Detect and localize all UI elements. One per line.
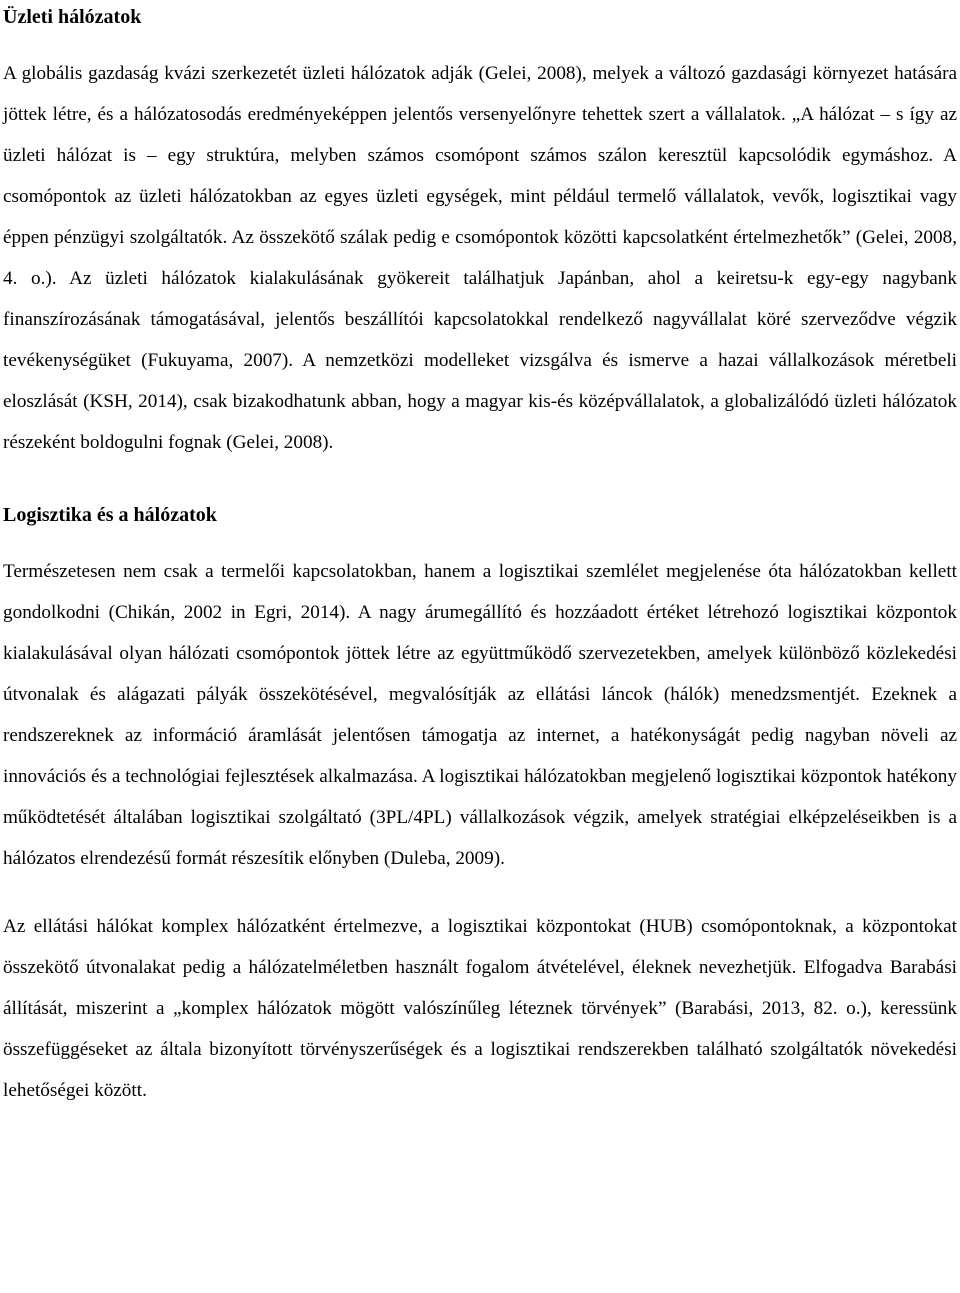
section-heading-logistics-networks: Logisztika és a hálózatok [3, 504, 217, 526]
paragraph-logistics-2: Az ellátási hálókat komplex hálózatként értelmezve, a logisztikai központokat (HUB) csomópontoknak, a központokat összekötő útvonalakat pedig a hálózatelméletben használt fogalom átvételével, éleknek nevezhetjük. Elfogadva Barabási állítását, miszerint a „komplex hálózatok mögött valószínűleg léteznek törvények” (Barabási, 2013, 82. o.), keressünk összefüggéseket az általa bizonyított törvényszerűségek és a logisztikai rendszerekben található szolgáltatók növekedési lehetőségei között. [3, 916, 957, 1101]
document-page [3, 0, 957, 1111]
paragraph-business-networks: A globális gazdaság kvázi szerkezetét üzleti hálózatok adják (Gelei, 2008), melyek a változó gazdasági környezet hatására jöttek létre, és a hálózatosodás eredményeképpen jelentős versenyelőnyre tehettek szert a vállalatok. „A hálózat – s így az üzleti hálózat is – egy struktúra, melyben számos csomópont számos szálon keresztül kapcsolódik egymáshoz. A csomópontok az üzleti hálózatokban az egyes üzleti egységek, mint például termelő vállalatok, vevők, logisztikai vagy éppen pénzügyi szolgáltatók. Az összekötő szálak pedig e csomópontok közötti kapcsolatként értelmezhetők” (Gelei, 2008, 4. o.). Az üzleti hálózatok kialakulásának gyökereit találhatjuk Japánban, ahol a keiretsu-k egy-egy nagybank finanszírozásának támogatásával, jelentős beszállítói kapcsolatokkal rendelkező nagyvállalat köré szerveződve végzik tevékenységüket (Fukuyama, 2007). A nemzetközi modelleket vizsgálva és ismerve a hazai vállalkozások méretbeli eloszlását (KSH, 2014), csak bizakodhatunk abban, hogy a magyar kis-és középvállalatok, a globalizálódó üzleti hálózatok részeként boldogulni fognak (Gelei, 2008). [3, 63, 957, 453]
paragraph-logistics-1: Természetesen nem csak a termelői kapcsolatokban, hanem a logisztikai szemlélet megjelenése óta hálózatokban kellett gondolkodni (Chikán, 2002 in Egri, 2014). A nagy árumegállító és hozzáadott értéket létrehozó logisztikai központok kialakulásával olyan hálózati csomópontok jöttek létre az együttműködő szervezetekben, amelyek különböző közlekedési útvonalak és alágazati pályák összekötésével, megvalósítják az ellátási láncok (hálók) menedzsmentjét. Ezeknek a rendszereknek az információ áramlását jelentősen támogatja az internet, a hatékonyságát pedig nagyban növeli az innovációs és a technológiai fejlesztések alkalmazása. A logisztikai hálózatokban megjelenő logisztikai központok hatékony működtetését általában logisztikai szolgáltató (3PL/4PL) vállalkozások végzik, amelyek stratégiai elképzeléseikben is a hálózatos elrendezésű formát részesítik előnyben (Duleba, 2009). [3, 561, 957, 869]
section-heading-business-networks: Üzleti hálózatok [3, 6, 142, 28]
